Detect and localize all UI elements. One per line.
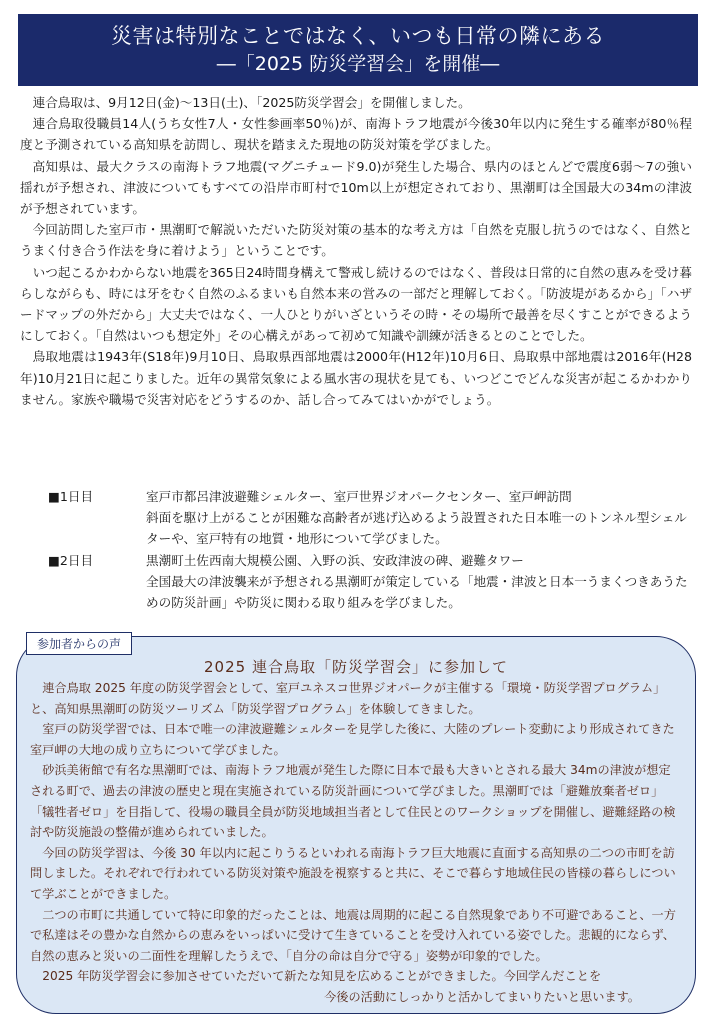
- article-paragraph: 高知県は、最大クラスの南海トラフ地震(マグニチュード9.0)が発生した場合、県内のほとんどで震度6弱～7の強い揺れが予想され、津波についてもすべての沿岸市町村で10m以上が想定されており、黒潮町は全国最大の34mの津波が予想されています。: [20, 158, 692, 217]
- header-title-line1: 災害は特別なことではなく、いつも日常の隣にある: [110, 24, 606, 48]
- article-paragraph: 今回訪問した室戸市・黒潮町で解説いただいた防災対策の基本的な考え方は「自然を克服し抗うのではなく、自然とうまく付き合う作法を身に着けよう」ということです。: [20, 222, 692, 259]
- schedule: [20, 486, 692, 613]
- schedule-day1-desc: 斜面を駆け上がることが困難な高齢者が逃げ込めるよう設置された日本唯一のトンネル型シェルターや、室戸特有の地質・地形について学びました。: [146, 510, 687, 547]
- schedule-day2-desc: 全国最大の津波襲来が予想される黒潮町が策定している「地震・津波と日本一うまくつきあうための防災計画」や防災に関わる取り組みを学びました。: [146, 573, 688, 611]
- schedule-day1-places: 室戸市都呂津波避難シェルター、室戸世界ジオパークセンター、室戸岬訪問: [146, 489, 572, 504]
- voice-paragraph: 室戸の防災学習では、日本で唯一の津波避難シェルターを見学した後に、大陸のプレート変動により形成されてきた室戸岬の大地の成り立ちについて学びました。: [30, 722, 675, 757]
- schedule-day2: [20, 550, 692, 571]
- article-paragraph: 連合鳥取は、9月12日(金)～13日(土)、「2025防災学習会」を開催しました。: [32, 95, 471, 110]
- schedule-day2-places: 黒潮町土佐西南大規模公園、入野の浜、安政津波の碑、避難タワー: [146, 552, 524, 568]
- schedule-day1-label: ■1日目: [48, 489, 94, 504]
- header-title-line2: ―「2025 防災学習会」を開催―: [216, 53, 500, 75]
- participant-voice-body: [30, 678, 680, 1008]
- page-header: [18, 14, 698, 86]
- voice-paragraph: 砂浜美術館で有名な黒潮町では、南海トラフ地震が発生した際に日本で最も大きいとされる最大 34mの津波が想定される町で、過去の津波の歴史と現在実施されている防災計画について学びました。黒潮町では「避難放棄者ゼロ」「犠牲者ゼロ」を目指して、役場の職員全員が防災地域担当者として住民とのワークショップを開催し、避難経路の検討や防災施設の整備が進められていました。: [30, 763, 676, 840]
- voice-paragraph: 連合鳥取 2025 年度の防災学習会として、室戸ユネスコ世界ジオパークが主催する「環境・防災学習プログラム」と、高知県黒潮町の防災ツーリズム「防災学習プログラム」を体験してきました。: [30, 681, 666, 716]
- article-paragraph: いつ起こるかわからない地震を365日24時間身構えて警戒し続けるのではなく、普段は日常的に自然の恵みを受け暮らしながらも、時には牙をむく自然のふるまいも自然本来の営みの一部だと理解しておく。「防波堤があるから」「ハザードマップの外だから」大丈夫ではなく、一人ひとりがいざというその時・その場所で最善を尽くすことができるようにしておく。「自然はいつも想定外」その心構えがあって初めて知識や訓練が活きるとのことでした。: [20, 264, 692, 344]
- participant-voice-title: 2025 連合鳥取「防災学習会」に参加して: [204, 658, 508, 676]
- participant-voice-tag: 参加者からの声: [26, 632, 132, 655]
- voice-paragraph: 今回の防災学習は、今後 30 年以内に起こりうるといわれる南海トラフ巨大地震に直面する高知県の二つの市町を訪問しました。それぞれで行われている防災対策や施設を視察すると共に、そこで暮らす地域住民の皆様の暮らしについて学ぶことができました。: [30, 845, 676, 901]
- schedule-day2-label: ■2日目: [48, 552, 94, 568]
- voice-closing: 今後の活動にしっかりと活かしてまいりたいと思います。: [324, 989, 640, 1004]
- voice-paragraph: 二つの市町に共通していて特に印象的だったことは、地震は周期的に起こる自然現象であり不可避であること、一方で私達はその豊かな自然からの恵みをいっぱいに受けて生きていることを受け入れている姿でした。悲観的にならず、自然の恵みと災いの二面性を理解したうえで、「自分の命は自分で守る」姿勢が印象的でした。: [30, 907, 676, 963]
- article-paragraph: 連合鳥取役職員14人(うち女性7人・女性参画率50％)が、南海トラフ地震が今後30年以内に発生する確率が80％程度と予測されている高知県を訪問し、現状を踏まえた現地の防災対策を学びました。: [20, 116, 692, 153]
- schedule-day1: [20, 486, 692, 507]
- article-paragraph: 鳥取地震は1943年(S18年)9月10日、鳥取県西部地震は2000年(H12年)10月6日、鳥取県中部地震は2016年(H28年)10月21日に起こりました。近年の異常気象による風水害の現状を見ても、いつどこでどんな災害が起こるかわかりません。家族や職場で災害対応をどうするのか、話し合ってみてはいかがでしょう。: [20, 349, 692, 407]
- voice-paragraph: 2025 年防災学習会に参加させていただいて新たな知見を広めることができました。今回学んだことを: [42, 969, 602, 984]
- article-body: [20, 92, 692, 410]
